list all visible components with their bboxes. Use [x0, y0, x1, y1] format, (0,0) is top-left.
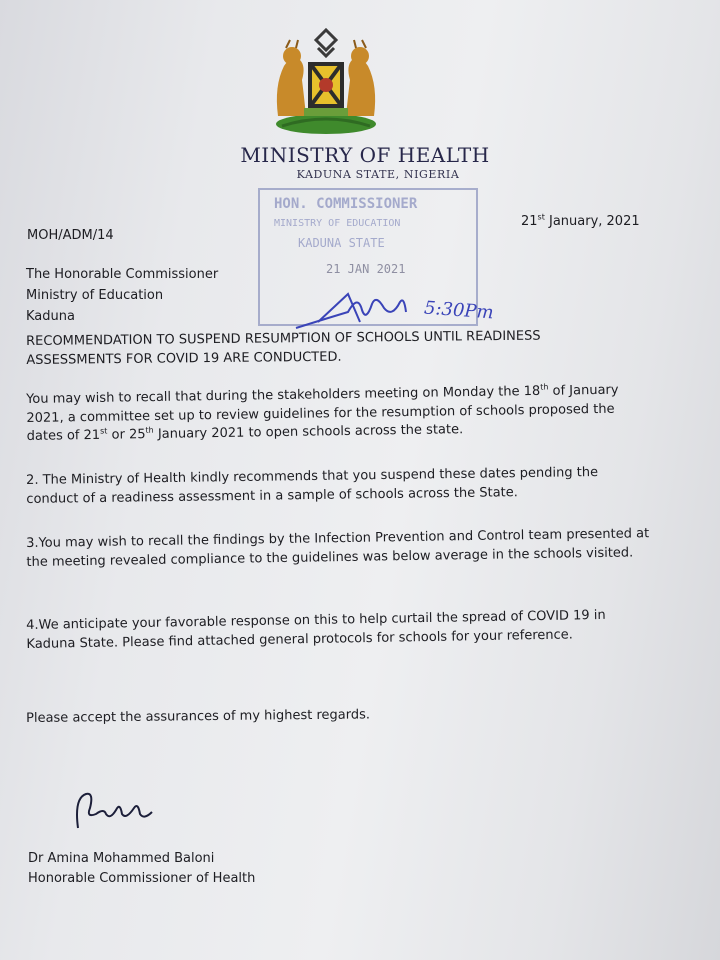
stamp-date: 21 JAN 2021	[326, 262, 406, 276]
subject-line: RECOMMENDATION TO SUSPEND RESUMPTION OF SCHOOLS UNTIL READINESS ASSESSMENTS FOR COVID 19 ARE CONDUCTED.	[26, 328, 541, 368]
recipient-line-2: Ministry of Education	[26, 288, 164, 303]
stamp-line-3: KADUNA STATE	[298, 236, 385, 250]
ministry-title: MINISTRY OF HEALTH	[240, 143, 490, 167]
signatory-title: Honorable Commissioner of Health	[28, 871, 256, 886]
paragraph-1: You may wish to recall that during the stakeholders meeting on Monday the 18th of January 2021, a committee set up to review guidelines for the resumption of schools proposed the dates of 21st or 25th January 2021 to open schools across the state.	[26, 382, 619, 444]
reference-number: MOH/ADM/14	[27, 228, 114, 243]
paragraph-4: 4.We anticipate your favorable response on this to help curtail the spread of COVID 19 in Kaduna State. Please find attached general protocols for schools for your reference.	[26, 607, 606, 652]
commissioner-signature	[64, 784, 164, 836]
state-subtitle: KADUNA STATE, NIGERIA	[296, 168, 460, 181]
coat-of-arms-icon	[262, 26, 390, 138]
paragraph-2: 2. The Ministry of Health kindly recommends that you suspend these dates pending the conduct of a readiness assessment in a sample of schools across the State.	[26, 465, 599, 507]
recipient-address	[26, 264, 218, 327]
signatory-name: Dr Amina Mohammed Baloni	[28, 851, 215, 866]
received-time: 5:30Pm	[423, 297, 495, 324]
stamp-line-1: HON. COMMISSIONER	[274, 196, 418, 212]
paragraph-3: 3.You may wish to recall the findings by the Infection Prevention and Control team presented at the meeting revealed compliance to the guidelines was below average in the schools visited.	[26, 526, 650, 570]
stamp-line-2: MINISTRY OF EDUCATION	[274, 218, 401, 229]
recipient-line-1: The Honorable Commissioner	[26, 267, 219, 282]
letter-date: 21st January, 2021	[521, 212, 640, 229]
closing-line: Please accept the assurances of my highest regards.	[26, 707, 371, 726]
recipient-line-3: Kaduna	[26, 309, 75, 324]
signatory-block	[28, 849, 255, 889]
